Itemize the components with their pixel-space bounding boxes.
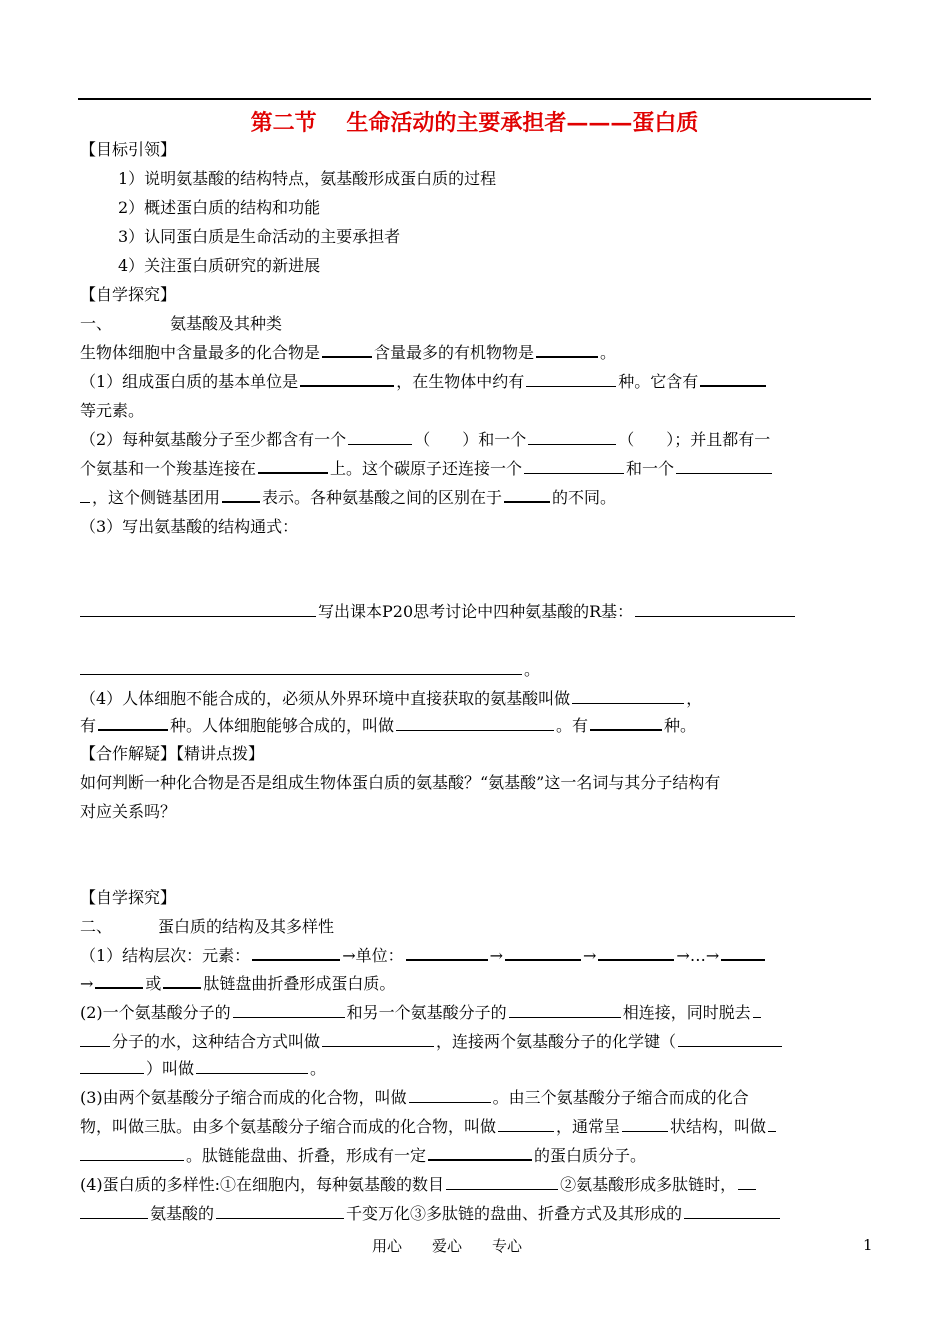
blank[interactable] <box>406 958 488 961</box>
self-study-header-2: 【自学探究】 <box>80 888 177 907</box>
question-2-cont: 个氨基和一个羧基连接在 上。这个碳原子还连接一个 和一个 <box>80 458 872 480</box>
question-s3: (3)由两个氨基酸分子缩合而成的化合物，叫做 。由三个氨基酸分子缩合而成的化合 <box>80 1088 749 1107</box>
part1-title: 氨基酸及其种类 <box>170 314 283 333</box>
blank[interactable] <box>700 384 766 387</box>
blank[interactable] <box>446 1188 558 1190</box>
page-title: 第二节 生命活动的主要承担者———蛋白质 <box>250 110 699 136</box>
question-s4-cont: 氨基酸的 千变万化③多肽链的盘曲、折叠方式及其形成的 <box>80 1203 872 1225</box>
blank[interactable] <box>80 1045 110 1047</box>
blank[interactable] <box>528 443 616 445</box>
blank[interactable] <box>95 986 143 989</box>
blank[interactable] <box>252 958 340 961</box>
blank[interactable] <box>505 958 581 961</box>
goal-item: 3）认同蛋白质是生命活动的主要承担者 <box>118 227 401 246</box>
question-s2: (2)一个氨基酸分子的 和另一个氨基酸分子的 相连接，同时脱去 <box>80 1002 872 1024</box>
blank[interactable] <box>80 1072 144 1074</box>
question-3-answer: 写出课本P20思考讨论中四种氨基酸的R基： <box>80 601 872 623</box>
blank[interactable] <box>509 1016 621 1018</box>
blank[interactable] <box>322 355 372 358</box>
question-s3-cont: 。肽链能盘曲、折叠，形成有一定 的蛋白质分子。 <box>80 1145 872 1167</box>
blank[interactable] <box>258 471 328 474</box>
question-1-cont: 等元素。 <box>80 401 145 420</box>
blank[interactable] <box>348 443 412 445</box>
question-line: 生物体细胞中含量最多的化合物是 含量最多的有机物物是 。 <box>80 343 617 362</box>
structure-levels-cont: → 或 肽链盘曲折叠形成蛋白质。 <box>80 974 396 993</box>
goal-item: 1）说明氨基酸的结构特点，氨基酸形成蛋白质的过程 <box>118 169 497 188</box>
blank[interactable] <box>216 1217 344 1219</box>
blank[interactable] <box>536 355 598 358</box>
question-s2-cont: ）叫做 。 <box>80 1058 872 1080</box>
blank[interactable] <box>526 385 616 387</box>
blank[interactable] <box>428 1158 532 1161</box>
question-3: （3）写出氨基酸的结构通式： <box>80 517 299 536</box>
blank[interactable] <box>678 1045 782 1047</box>
blank[interactable] <box>572 702 684 704</box>
question-2: （2）每种氨基酸分子至少都含有一个 （ ）和一个 （ ）；并且都有一 <box>80 430 771 449</box>
blank[interactable] <box>524 472 624 474</box>
blank[interactable] <box>590 728 662 731</box>
answer-area[interactable] <box>80 615 316 617</box>
question-4-cont: 有 种。人体细胞能够合成的，叫做 。有 种。 <box>80 716 697 735</box>
blank[interactable] <box>635 615 795 617</box>
question-3-answer-cont: 。 <box>80 659 872 681</box>
question-1: （1）组成蛋白质的基本单位是 ，在生物体中约有 种。它含有 <box>80 371 872 393</box>
blank[interactable] <box>80 1159 184 1161</box>
blank[interactable] <box>322 1045 434 1047</box>
blank[interactable] <box>684 1217 780 1219</box>
part1-heading <box>80 313 872 335</box>
question-s2-cont: 分子的水，这种结合方式叫做 ，连接两个氨基酸分子的化学键（ <box>80 1031 872 1053</box>
footer-motto: 用心 爱心 专心 <box>372 1237 523 1255</box>
blank[interactable] <box>396 729 554 731</box>
coop-question-cont: 对应关系吗？ <box>80 802 177 821</box>
blank[interactable] <box>98 728 168 731</box>
part1-number: 一、 <box>80 314 113 333</box>
blank[interactable] <box>498 1130 554 1132</box>
question-2-cont: ，这个侧链基团用 表示。各种氨基酸之间的区别在于 的不同。 <box>80 487 872 509</box>
part2-title: 蛋白质的结构及其多样性 <box>158 917 335 936</box>
blank[interactable] <box>753 1016 761 1018</box>
blank[interactable] <box>598 958 674 961</box>
goal-item: 4）关注蛋白质研究的新进展 <box>118 256 321 275</box>
self-study-header: 【自学探究】 <box>80 285 177 304</box>
goals-header: 【目标引领】 <box>80 140 177 159</box>
part2-heading <box>80 916 872 938</box>
page-number: 1 <box>863 1236 873 1254</box>
blank[interactable] <box>504 500 550 503</box>
coop-header: 【合作解疑】【精讲点拨】 <box>80 744 265 763</box>
blank[interactable] <box>233 1016 345 1018</box>
question-s4: (4)蛋白质的多样性:①在细胞内，每种氨基酸的数目 ②氨基酸形成多肽链时， <box>80 1174 872 1196</box>
blank[interactable] <box>622 1130 668 1132</box>
answer-area[interactable] <box>80 673 522 675</box>
blank[interactable] <box>196 1072 308 1074</box>
structure-levels: （1）结构层次：元素： →单位： → → →…→ <box>80 945 872 967</box>
coop-question: 如何判断一种化合物是否是组成生物体蛋白质的氨基酸？“氨基酸”这一名词与其分子结构有 <box>80 773 721 792</box>
blank[interactable] <box>676 472 772 474</box>
question-4: （4）人体细胞不能合成的，必须从外界环境中直接获取的氨基酸叫做 ， <box>80 689 703 708</box>
blank[interactable] <box>80 1217 148 1219</box>
blank[interactable] <box>222 500 260 503</box>
header-rule <box>78 98 871 100</box>
blank[interactable] <box>300 384 394 387</box>
blank[interactable] <box>738 1188 756 1190</box>
blank[interactable] <box>80 501 90 503</box>
blank[interactable] <box>409 1101 491 1103</box>
goal-item: 2）概述蛋白质的结构和功能 <box>118 198 321 217</box>
part2-number: 二、 <box>80 917 113 936</box>
blank[interactable] <box>768 1130 776 1132</box>
question-s3-cont: 物，叫做三肽。由多个氨基酸分子缩合而成的化合物，叫做 ，通常呈 状结构，叫做 <box>80 1116 872 1138</box>
blank[interactable] <box>163 986 201 989</box>
blank[interactable] <box>721 958 765 961</box>
